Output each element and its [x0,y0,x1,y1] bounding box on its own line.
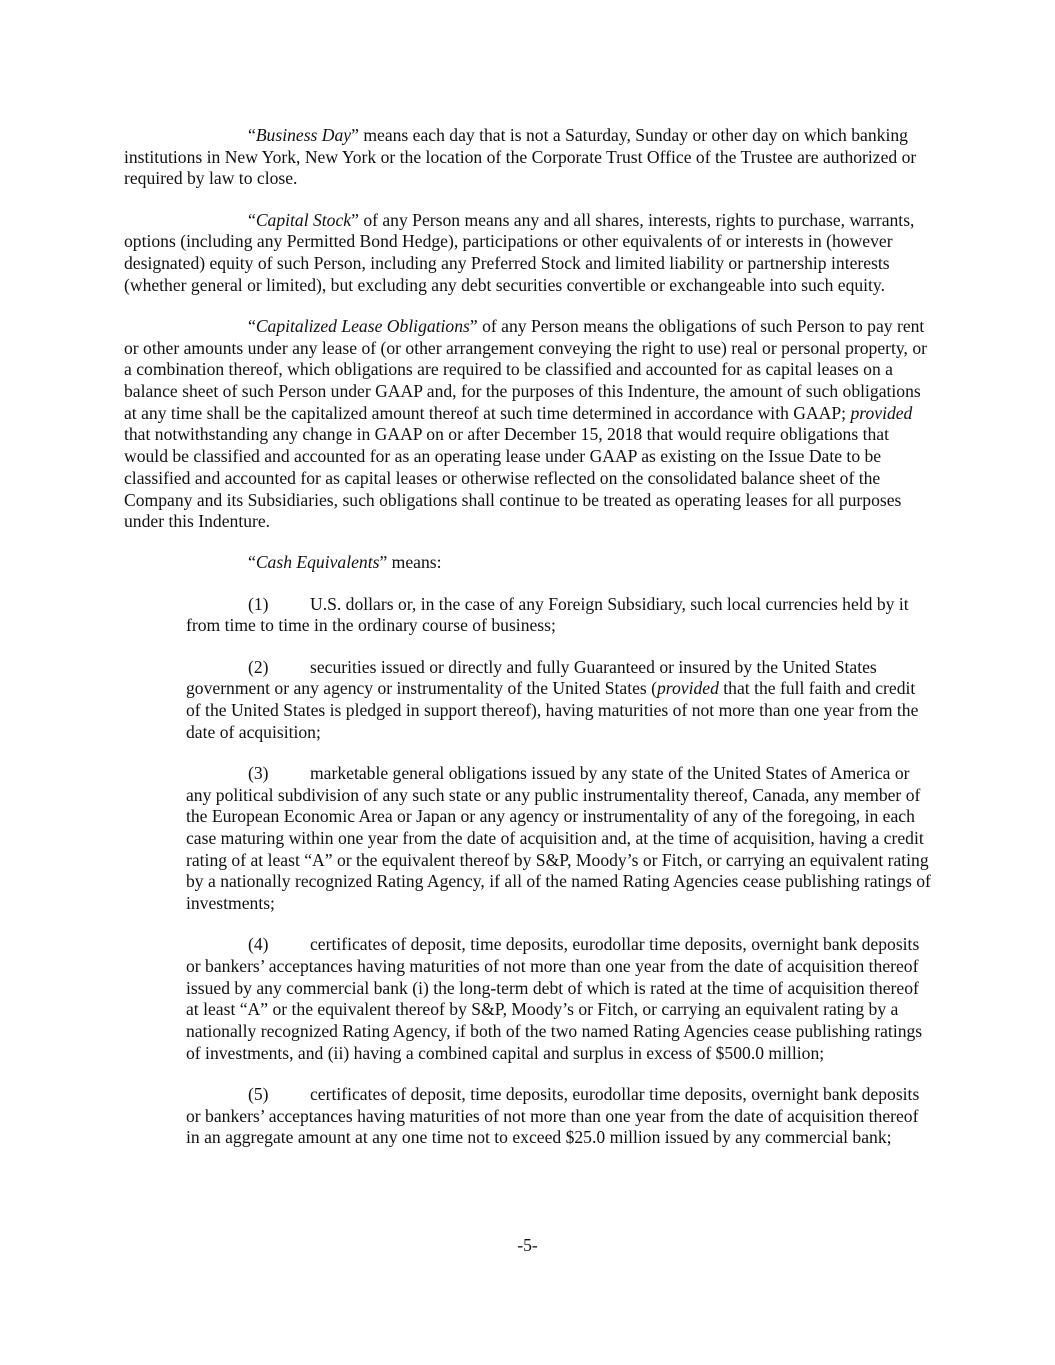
item-number: (1) [248,593,269,614]
item-text: certificates of deposit, time deposits, eurodollar time deposits, overnight bank deposits or bankers’ acceptances having maturities of not more than one year from the date of acquisition thereof issued by any commercial bank (i) the long-term debt of which is rated at the time of acquisition thereof at least “A” or the equivalent thereof by S&P, Moody’s or Fitch, or carrying an equivalent rating by a nationally recognized Rating Agency, if both of the two named Rating Agencies cease publishing ratings of investments, and (ii) having a combined capital and surplus in excess of $500.0 million; [186,934,923,1063]
document-page [124,125,934,1169]
emphasis-provided: provided [657,678,719,699]
item-number: (2) [248,656,269,677]
definition-business-day: “Business Day” means each day that is not a Saturday, Sunday or other day on which banking institutions in New York, New York or the location of the Corporate Trust Office of the Trustee are authorized or required by law to close. [124,125,917,189]
definition-cash-equivalents: “Cash Equivalents” means: [248,552,442,573]
item-number: (4) [248,934,269,955]
list-item-3 [186,763,934,915]
definition-text-continued: that notwithstanding any change in GAAP on or after December 15, 2018 that would require obligations that would be classified and accounted for as an operating lease under GAAP as existing on the Issue Date to be classified and accounted for as capital leases or otherwise reflected on the consolidated balance sheet of the Company and its Subsidiaries, such obligations shall continue to be treated as operating leases for all purposes under this Indenture. [124,424,902,532]
definition-capital-stock: “Capital Stock” of any Person means any and all shares, interests, rights to purchase, warrants, options (including any Permitted Bond Hedge), participations or other equivalents of or interests in (however designated) equity of such Person, including any Preferred Stock and limited liability or partnership interests (whether general or limited), but excluding any debt securities convertible or exchangeable into such equity. [124,209,915,295]
item-text: securities issued or directly and fully Guaranteed or insured by the United States government or any agency or instrumentality of the United States ( [186,656,877,699]
defined-term: Capitalized Lease Obligations [255,315,470,336]
defined-term: Cash Equivalents [255,552,380,573]
definition-text: means: [387,552,442,573]
list-item-2 [186,657,934,744]
item-text: marketable general obligations issued by any state of the United States of America or any political subdivision of any such state or any public instrumentality thereof, Canada, any member of the European Economic Area or Japan or any agency or instrumentality of any of the foregoing, in each case maturing within one year from the date of acquisition and, at the time of acquisition, having a credit rating of at least “A” or the equivalent thereof by S&P, Moody’s or Fitch, or carrying an equivalent rating by a nationally recognized Rating Agency, if all of the named Rating Agencies cease publishing ratings of investments; [186,762,931,914]
item-text-continued: that the full faith and credit of the United States is pledged in support thereof), having maturities of not more than one year from the date of acquisition; [186,678,919,742]
defined-term: Business Day [255,125,352,145]
page-number: -5- [517,1235,538,1255]
definition-text: means each day that is not a Saturday, Sunday or other day on which banking institutions in New York, New York or the location of the Corporate Trust Office of the Trustee are authorized or required by law to close. [124,125,917,189]
defined-term: Capital Stock [255,209,352,230]
definition-capitalized-lease-obligations: “Capitalized Lease Obligations” of any Person means the obligations of such Person to pay rent or other amounts under any lease of (or other arrangement conveying the right to use) real or personal property, or a combination thereof, which obligations are required to be classified and accounted for as capital leases on a balance sheet of such Person under GAAP and, for the purposes of this Indenture, the amount of such obligations at any time shall be the capitalized amount thereof at such time determined in accordance with GAAP; provided that notwithstanding any change in GAAP on or after December 15, 2018 that would require obligations that would be classified and accounted for as an operating lease under GAAP as existing on the Issue Date to be classified and accounted for as capital leases or otherwise reflected on the consolidated balance sheet of the Company and its Subsidiaries, such obligations shall continue to be treated as operating leases for all purposes under this Indenture. [124,315,927,532]
definition-text: of any Person means any and all shares, interests, rights to purchase, warrants, options (including any Permitted Bond Hedge), participations or other equivalents of or interests in (however designated) equity of such Person, including any Preferred Stock and limited liability or partnership interests (whether general or limited), but excluding any debt securities convertible or exchangeable into such equity. [124,209,915,295]
item-number: (3) [248,762,269,783]
list-item-5 [186,1084,934,1149]
list-item-1 [186,594,934,637]
definition-text: of any Person means the obligations of such Person to pay rent or other amounts under any lease of (or other arrangement conveying the right to use) real or personal property, or a combination thereof, which obligations are required to be classified and accounted for as capital leases on a balance sheet of such Person under GAAP and, for the purposes of this Indenture, the amount of such obligations at any time shall be the capitalized amount thereof at such time determined in accordance with GAAP; [124,315,927,423]
item-text: U.S. dollars or, in the case of any Foreign Subsidiary, such local currencies held by it from time to time in the ordinary course of business; [186,593,909,636]
item-number: (5) [248,1084,269,1105]
list-item-4 [186,934,934,1064]
item-text: certificates of deposit, time deposits, eurodollar time deposits, overnight bank deposits or bankers’ acceptances having maturities of not more than one year from the date of acquisition thereof in an aggregate amount at any one time not to exceed $25.0 million issued by any commercial bank; [186,1084,920,1148]
emphasis-provided: provided [850,402,913,423]
